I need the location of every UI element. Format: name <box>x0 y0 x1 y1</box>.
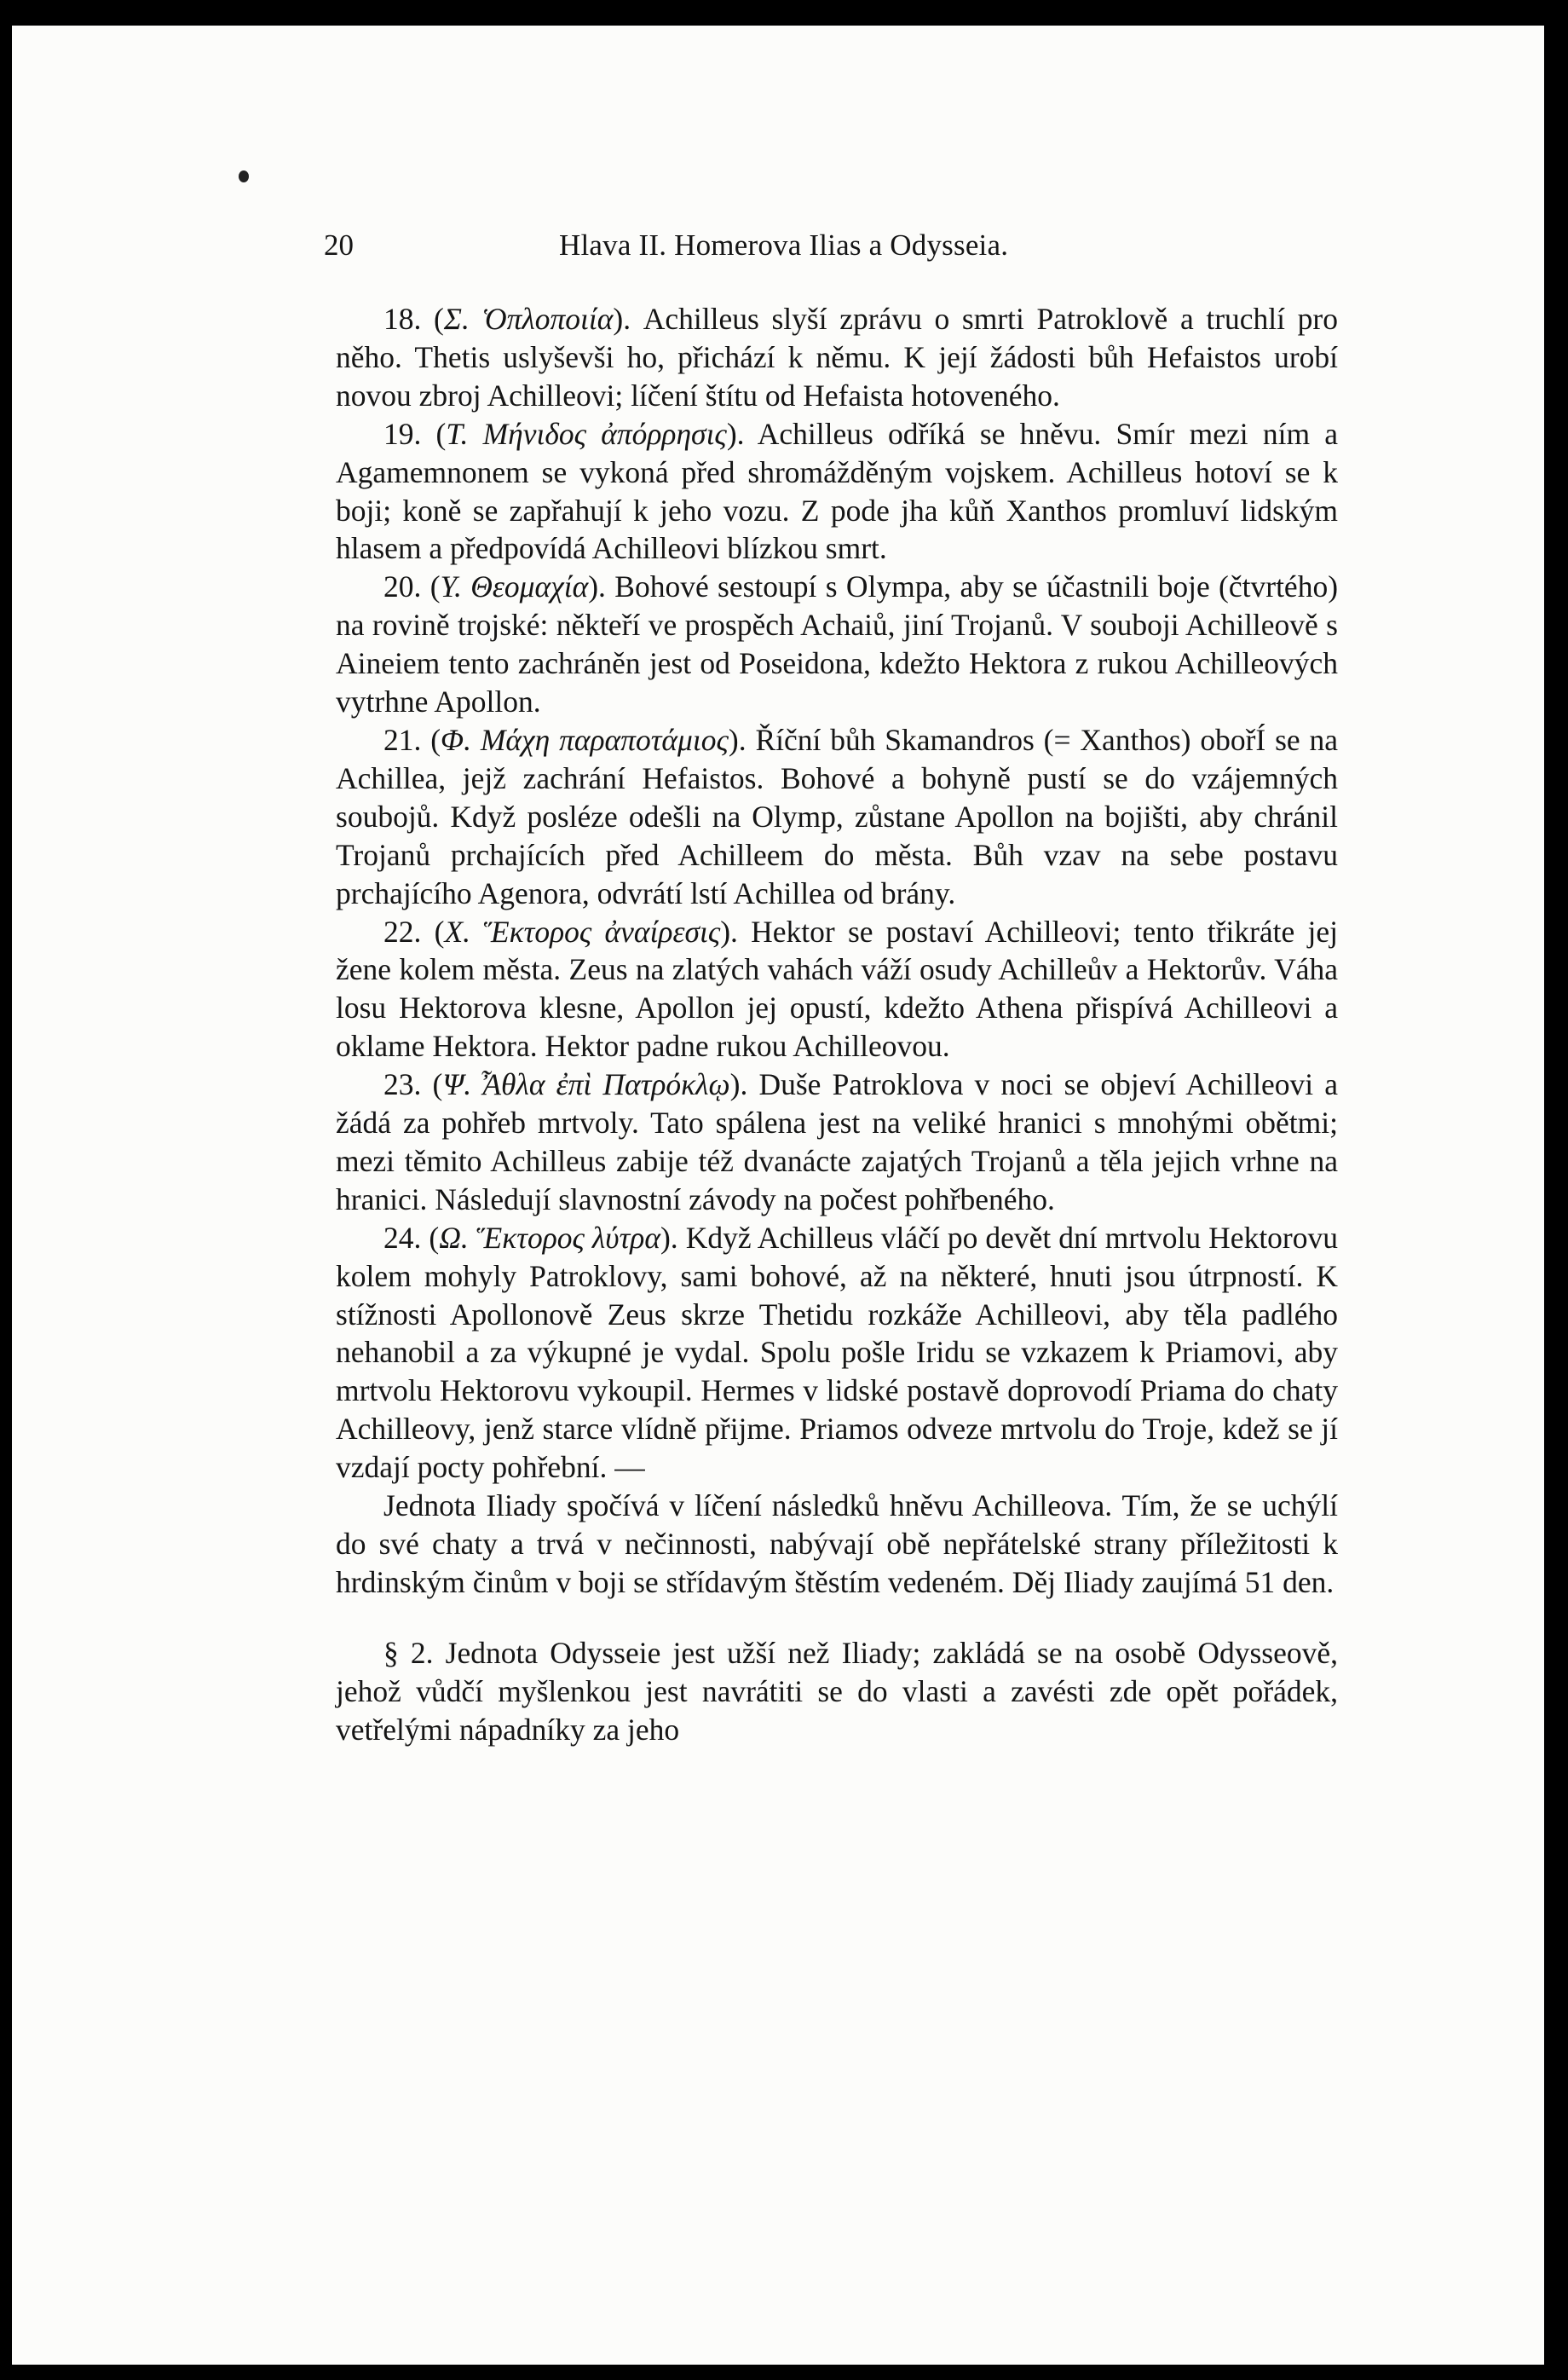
book-number: 23. <box>383 1067 422 1102</box>
book-letter: Ψ. <box>442 1067 472 1102</box>
ink-speck <box>239 170 249 182</box>
book-letter: Φ. <box>441 722 471 757</box>
book-number: 20. <box>383 569 422 604</box>
paragraph-book-21: 21. (Φ. Μάχη παραποτάμιος). Říční bůh Skamandros (= Xanthos) obořÍ se na Achillea, jejž zachrání Hefaistos. Bohové a bohyně pustí se do vzájemných soubojů. Když posléze odešli na Olymp, zůstane Apollon na bojišti, aby chránil Trojanů prchajících před Achilleem do města. Bůh vzav na sebe postavu prchajícího Agenora, odvrátí lstí Achillea od brány. <box>336 722 1338 910</box>
book-letter: Σ. <box>443 302 470 336</box>
book-letter: X. <box>444 914 470 949</box>
section-2-paragraph: § 2. Jednota Odysseie jest užší než Iliady; zakládá se na osobě Odysseově, jehož vůdčí myšlenkou jest navrátiti se do vlasti a zavésti zde opět pořádek, vetřelými nápadníky za jeho <box>336 1635 1338 1747</box>
book-title: Μήνιδος ἀπόρρησις <box>482 416 727 451</box>
paragraph-book-24: 24. (Ω. Ἕκτορος λύτρα). Když Achilleus vláčí po devět dní mrtvolu Hektorovu kolem mohyly Patroklovy, sami bohové, až na některé, hnuti jsou útrpností. K stížnosti Apollonově Zeus skrze Thetidu rozkáže Achilleovi, aby těla padlého nehanobil a za výkupné je vydal. Spolu pošle Iridu se vzkazem k Priamovi, aby mrtvolu Hektorovu vykoupil. Hermes v lidské postavě doprovodí Priama do chaty Achilleovy, jenž starce vlídně přijme. Priamos odveze mrtvolu do Troje, kdež se jí vzdají pocty pohřební. — <box>336 1220 1338 1485</box>
book-number: 22. <box>383 914 422 949</box>
paragraph-book-20: 20. (Y. Θεομαχία). Bohové sestoupí s Olympa, aby se účastnili boje (čtvrtého) na rovině trojské: někteří ve prospěch Achaiů, jiní Trojanů. V souboji Achilleově s Aineiem tento zachráněn jest od Poseidona, kdežto Hektora z rukou Achilleových vytrhne Apollon. <box>336 569 1339 719</box>
running-title: Hlava II. Homerova Ilias a Odysseia. <box>559 228 1009 262</box>
book-number: 21. <box>383 722 422 757</box>
book-summary: Říční bůh Skamandros (= Xanthos) obořÍ se na Achillea, jejž zachrání Hefaistos. Bohové a bohyně pustí se do vzájemných soubojů. Když posléze odešli na Olymp, zůstane Apollon na bojišti, aby chránil Trojanů prchajících před Achilleem do města. Bůh vzav na sebe postavu prchajícího Agenora, odvrátí lstí Achillea od brány. <box>336 722 1338 910</box>
book-letter: Ω. <box>439 1220 469 1255</box>
book-title: Θεομαχία <box>470 569 589 604</box>
paragraph-book-19: 19. (T. Μήνιδος ἀπόρρησις). Achilleus odříká se hněvu. Smír mezi ním a Agamemnonem se vykoná před shromážděným vojskem. Achilleus hotoví se k boji; koně se zapřahují k jeho vozu. Z pode jha kůň Xanthos promluví lidským hlasem a předpovídá Achilleovi blízkou smrt. <box>336 416 1339 566</box>
book-number: 24. <box>383 1220 422 1255</box>
summary-paragraph: Jednota Iliady spočívá v líčení následků hněvu Achilleova. Tím, že se uchýlí do své chaty a trvá v nečinnosti, nabývají obě nepřátelské strany příležitosti k hrdinským činům v boji se střídavým štěstím vedeném. Děj Iliady zaujímá 51 den. <box>336 1488 1338 1599</box>
book-title: Μάχη παραποτάμιος <box>480 722 729 757</box>
book-page <box>12 26 1544 2365</box>
paragraph-book-23: 23. (Ψ. Ἆθλα ἐπὶ Πατρόκλῳ). Duše Patroklova v noci se objeví Achilleovi a žádá za pohřeb mrtvoly. Tato spálena jest na veliké hranici s mnohými obětmi; mezi těmito Achilleus zabije též dvanácte zajatých Trojanů a těla jejich vrhne na hranici. Následují slavnostní závody na počest pohřbeného. <box>336 1067 1339 1216</box>
book-title: Ἆθλα ἐπὶ Πατρόκλῳ <box>482 1067 730 1102</box>
book-letter: T. <box>446 416 469 451</box>
book-summary: Bohové sestoupí s Olympa, aby se účastnili boje (čtvrtého) na rovině trojské: někteří ve prospěch Achaiů, jiní Trojanů. V souboji Achilleově s Aineiem tento zachráněn jest od Poseidona, kdežto Hektora z rukou Achilleových vytrhne Apollon. <box>336 569 1339 719</box>
book-letter: Y. <box>440 569 462 604</box>
book-summary: Duše Patroklova v noci se objeví Achilleovi a žádá za pohřeb mrtvoly. Tato spálena jest na veliké hranici s mnohými obětmi; mezi těmito Achilleus zabije též dvanácte zajatých Trojanů a těla jejich vrhne na hranici. Následují slavnostní závody na počest pohřbeného. <box>336 1067 1339 1216</box>
page-header <box>324 228 1432 271</box>
book-summary: Achilleus slyší zprávu o smrti Patroklově a truchlí pro něho. Thetis uslyševši ho, přichází k němu. K její žádosti bůh Hefaistos urobí novou zbroj Achilleovi; líčení štítu od Hefaista hotoveného. <box>336 302 1339 413</box>
paragraph-book-22: 22. (X. Ἕκτορος ἀναίρεσις). Hektor se postaví Achilleovi; tento třikráte jej žene kolem města. Zeus na zlatých vahách váží osudy Achilleův a Hektorův. Váha losu Hektorova klesne, Apollon jej opustí, kdežto Athena přispívá Achilleovi a oklame Hektora. Hektor padne rukou Achilleovou. <box>336 914 1338 1064</box>
book-summary: Když Achilleus vláčí po devět dní mrtvolu Hektorovu kolem mohyly Patroklovy, sami bohové, až na některé, hnuti jsou útrpností. K stížnosti Apollonově Zeus skrze Thetidu rozkáže Achilleovi, aby těla padlého nehanobil a za výkupné je vydal. Spolu pošle Iridu se vzkazem k Priamovi, aby mrtvolu Hektorovu vykoupil. Hermes v lidské postavě doprovodí Priama do chaty Achilleovy, jenž starce vlídně přijme. Priamos odveze mrtvolu do Troje, kdež se jí vzdají pocty pohřební. — <box>336 1220 1338 1485</box>
book-summary: Hektor se postaví Achilleovi; tento třikráte jej žene kolem města. Zeus na zlatých vahách váží osudy Achilleův a Hektorův. Váha losu Hektorova klesne, Apollon jej opustí, kdežto Athena přispívá Achilleovi a oklame Hektora. Hektor padne rukou Achilleovou. <box>336 914 1338 1064</box>
paragraph-book-18: 18. (Σ. Ὁπλοποιία). Achilleus slyší zprávu o smrti Patroklově a truchlí pro něho. Thetis uslyševši ho, přichází k němu. K její žádosti bůh Hefaistos urobí novou zbroj Achilleovi; líčení štítu od Hefaista hotoveného. <box>336 302 1339 413</box>
page-number: 20 <box>324 228 354 262</box>
book-number: 19. <box>383 416 422 451</box>
book-title: Ἕκτορος λύτρα <box>476 1220 660 1255</box>
body-text <box>336 300 1338 1749</box>
book-number: 18. <box>383 302 422 336</box>
book-title: Ὁπλοποιία <box>481 302 614 336</box>
book-summary: Achilleus odříká se hněvu. Smír mezi ním a Agamemnonem se vykoná před shromážděným vojskem. Achilleus hotoví se k boji; koně se zapřahují k jeho vozu. Z pode jha kůň Xanthos promluví lidským hlasem a předpovídá Achilleovi blízkou smrt. <box>336 416 1339 566</box>
book-title: Ἕκτορος ἀναίρεσις <box>483 914 721 949</box>
